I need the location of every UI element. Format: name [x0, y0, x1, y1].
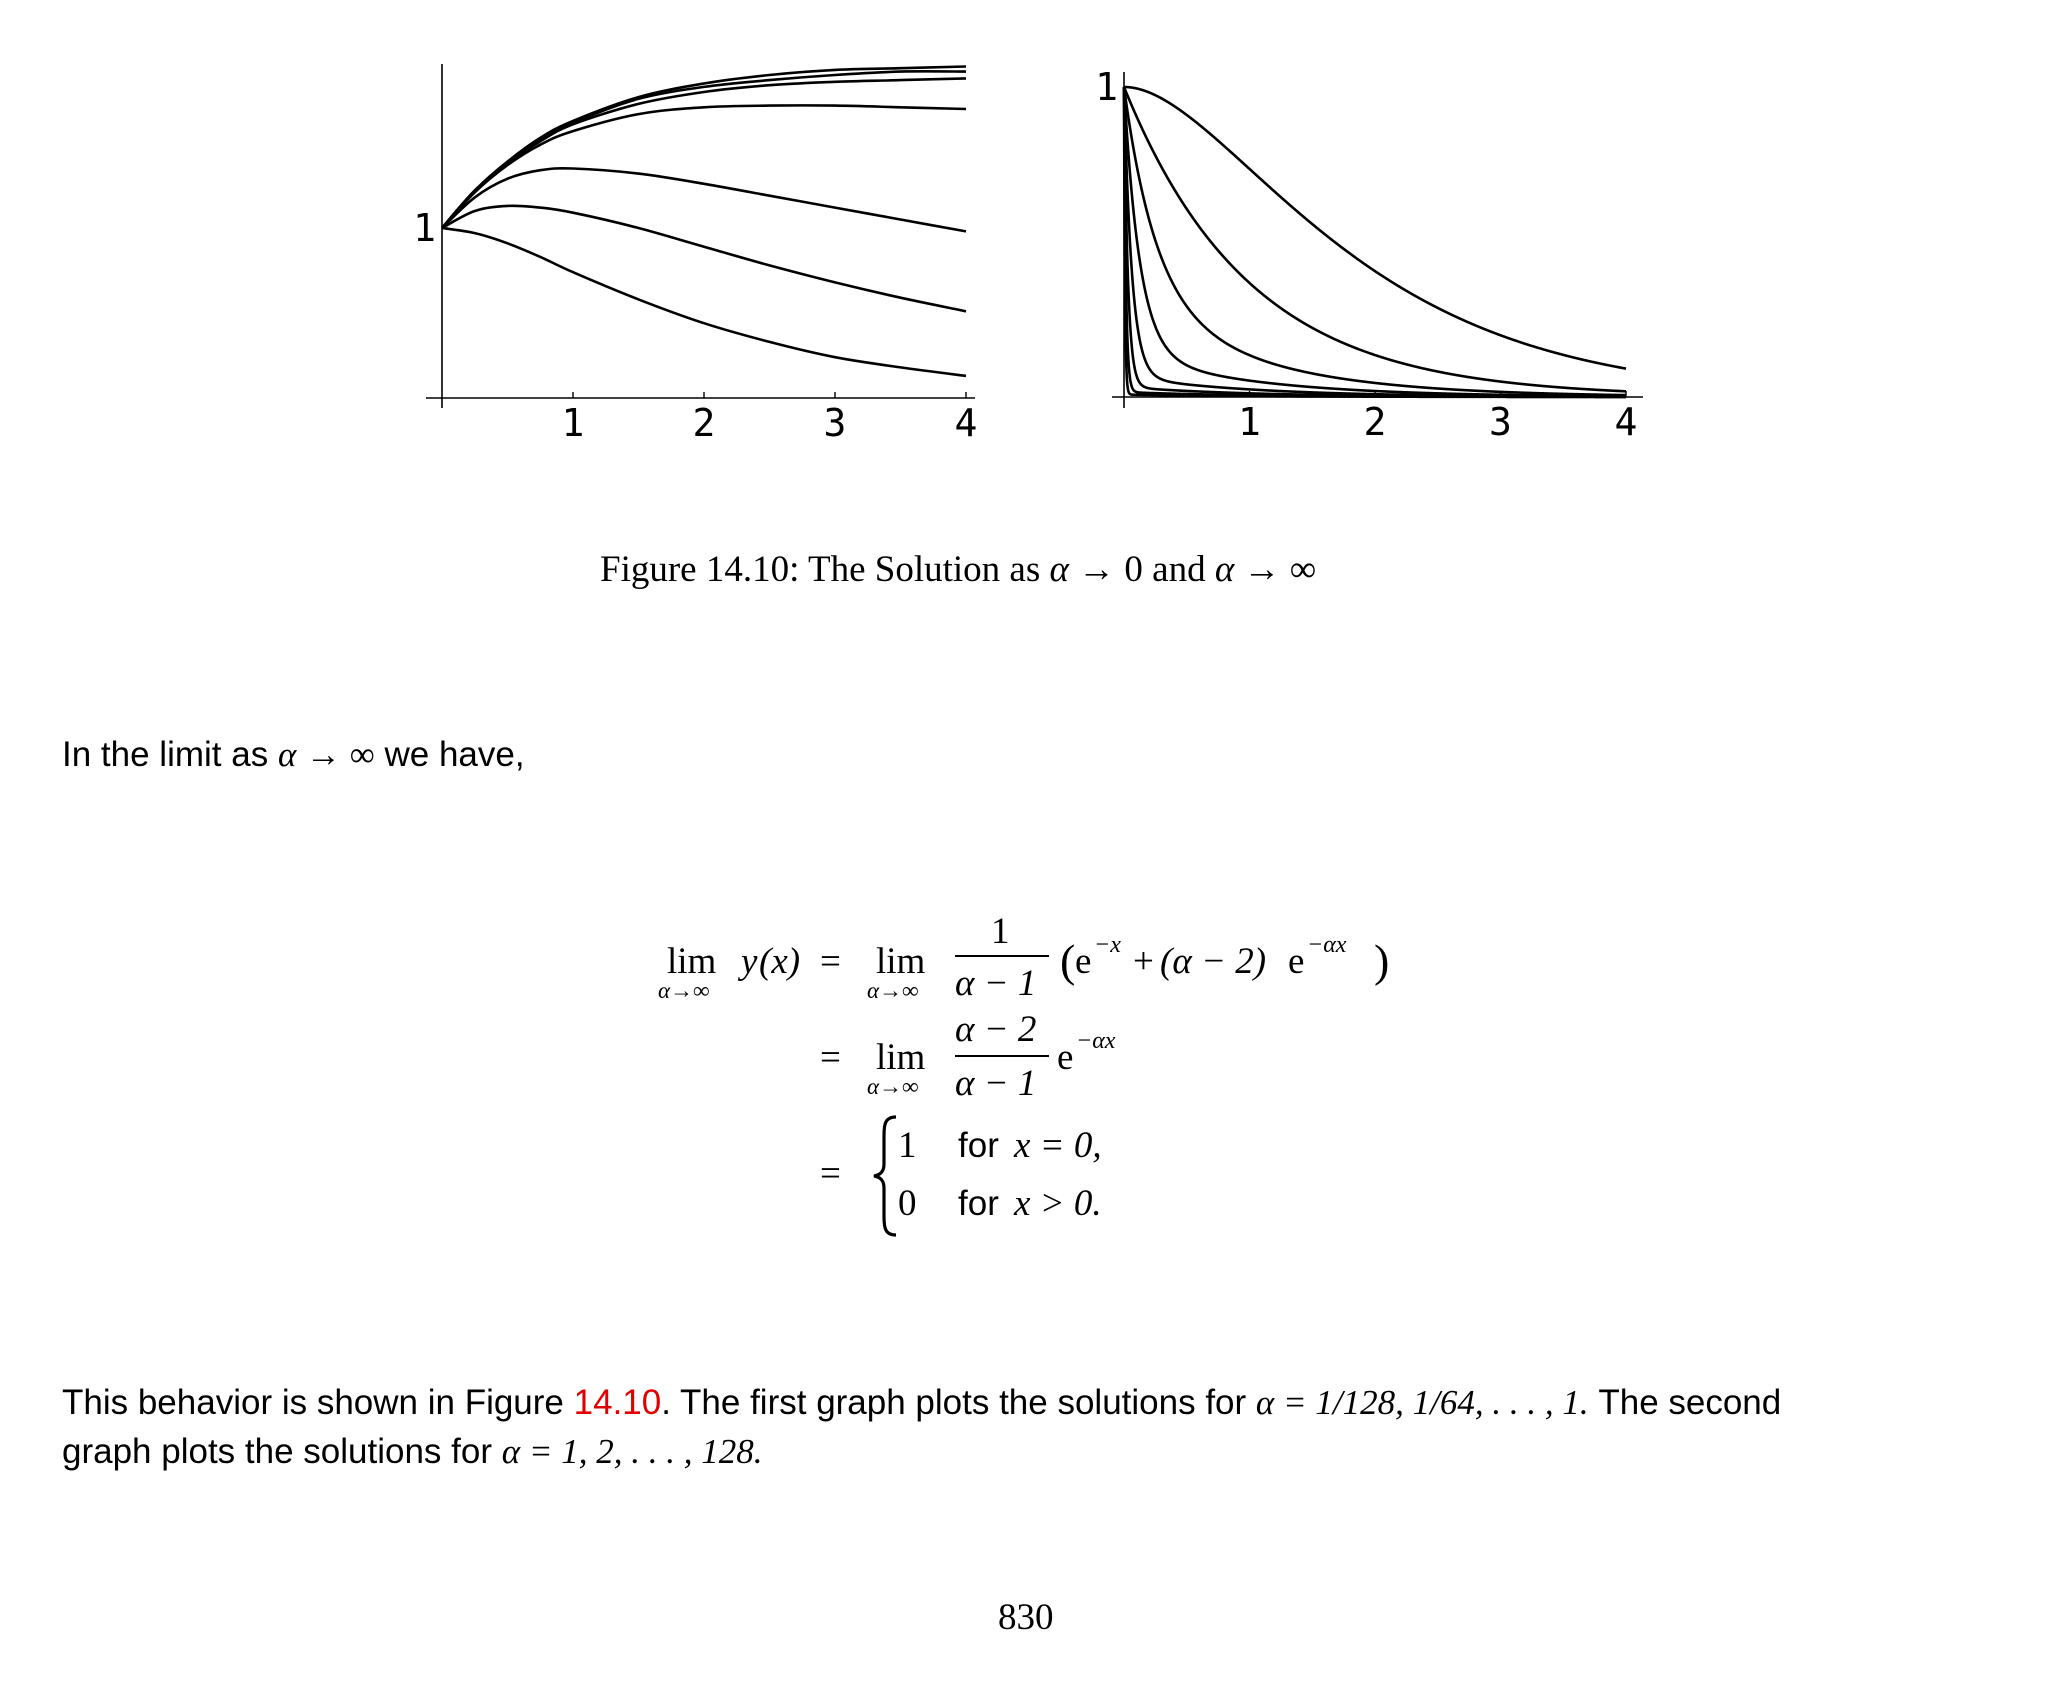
- caption-prefix: Figure 14.10:: [600, 549, 800, 590]
- intro-text-1: In the limit as: [62, 735, 269, 774]
- plot2-x-tick-label: 1: [1238, 400, 1261, 444]
- frac-1-num: 1: [991, 911, 1010, 952]
- plot1-series-line: [442, 206, 966, 312]
- plot1-x-tick-label: 1: [561, 401, 585, 445]
- equals-1: =: [820, 941, 841, 982]
- plot1-series-line: [442, 71, 966, 228]
- case-1-for: for: [958, 1126, 999, 1165]
- lim-3: lim: [876, 1037, 926, 1078]
- exp-3-power: −αx: [1076, 1028, 1116, 1054]
- plot2-series-line: [1124, 87, 1626, 391]
- plot2-y-tick-label: 1: [1095, 65, 1118, 109]
- lim-1: lim: [667, 941, 717, 982]
- exp-e-1: e: [1075, 941, 1092, 982]
- left-brace-icon: [872, 1114, 900, 1238]
- para-text-1: This behavior is shown in Figure: [62, 1383, 564, 1422]
- paren-close: ): [1374, 935, 1390, 986]
- frac-2-num: α − 2: [955, 1009, 1037, 1050]
- intro-text-2: we have,: [384, 735, 525, 774]
- frac-1-den: α − 1: [955, 963, 1037, 1004]
- intro-arrow: → ∞: [306, 735, 375, 774]
- frac-1-line: [955, 955, 1049, 957]
- case-2-condition: x > 0.: [1014, 1183, 1102, 1224]
- caption-and: and: [1152, 549, 1206, 590]
- plot1-series-line: [442, 168, 966, 231]
- para-math-2: α = 1, 2, . . . , 128.: [501, 1432, 763, 1471]
- plot2-x-tick-label: 2: [1363, 400, 1387, 444]
- exp-e-2: e: [1288, 941, 1305, 982]
- caption-arrow-zero: → 0: [1078, 549, 1143, 590]
- plot2-x-tick-label: 4: [1614, 400, 1638, 444]
- caption-alpha-2: α: [1214, 549, 1235, 590]
- case-1-condition: x = 0,: [1014, 1125, 1102, 1166]
- y-arg: (x): [759, 941, 801, 982]
- caption-text: The Solution as: [807, 549, 1041, 590]
- case-2-value: 0: [898, 1183, 917, 1224]
- lim-1-sub: α→∞: [658, 978, 710, 1003]
- frac-2-line: [955, 1055, 1049, 1057]
- figure-14-10: [0, 0, 2048, 520]
- para-math-1: α = 1/128, 1/64, . . . , 1.: [1255, 1383, 1589, 1422]
- para-text-4: graph plots the solutions for: [62, 1432, 492, 1471]
- lim-2: lim: [876, 941, 926, 982]
- plot-alpha-to-infinity: [1095, 65, 1643, 444]
- para-text-2: . The first graph plots the solutions for: [661, 1383, 1247, 1422]
- intro-alpha: α: [277, 735, 297, 774]
- plot1-y-tick-label: 1: [413, 206, 436, 250]
- lim-2-sub: α→∞: [867, 978, 919, 1003]
- caption-alpha-1: α: [1049, 549, 1069, 590]
- equals-2: =: [820, 1037, 841, 1078]
- paragraph-line-1: [62, 1378, 1781, 1428]
- caption-arrow-inf: → ∞: [1243, 549, 1317, 590]
- y-symbol: y: [741, 941, 758, 982]
- plot2-x-tick-label: 3: [1489, 400, 1512, 444]
- plus-sign: +: [1133, 941, 1154, 982]
- plot1-series-line: [442, 105, 966, 228]
- intro-line: [62, 730, 525, 780]
- coef: (α − 2): [1160, 941, 1267, 982]
- page-number: 830: [998, 1597, 1054, 1638]
- plot-alpha-to-zero: [413, 64, 977, 445]
- exp-e-3: e: [1057, 1037, 1074, 1078]
- case-2-for: for: [958, 1184, 999, 1223]
- lim-3-sub: α→∞: [867, 1074, 919, 1099]
- plot2-series-line: [1124, 87, 1626, 395]
- exp-1-power: −x: [1094, 932, 1121, 958]
- paragraph-line-2: [62, 1427, 762, 1477]
- case-1-value: 1: [898, 1125, 917, 1166]
- plot1-x-tick-label: 4: [954, 401, 978, 445]
- para-text-3: The second: [1598, 1383, 1782, 1422]
- plot2-series-line: [1124, 87, 1626, 396]
- equals-3: =: [820, 1153, 841, 1194]
- figure-caption: [600, 548, 1316, 591]
- frac-2-den: α − 1: [955, 1063, 1037, 1104]
- plot1-x-tick-label: 3: [823, 401, 847, 445]
- paren-open: (: [1060, 935, 1076, 986]
- figure-ref-link[interactable]: 14.10: [573, 1383, 662, 1422]
- plot1-series-line: [442, 228, 966, 376]
- plot1-x-tick-label: 2: [692, 401, 716, 445]
- exp-2-power: −αx: [1307, 932, 1347, 958]
